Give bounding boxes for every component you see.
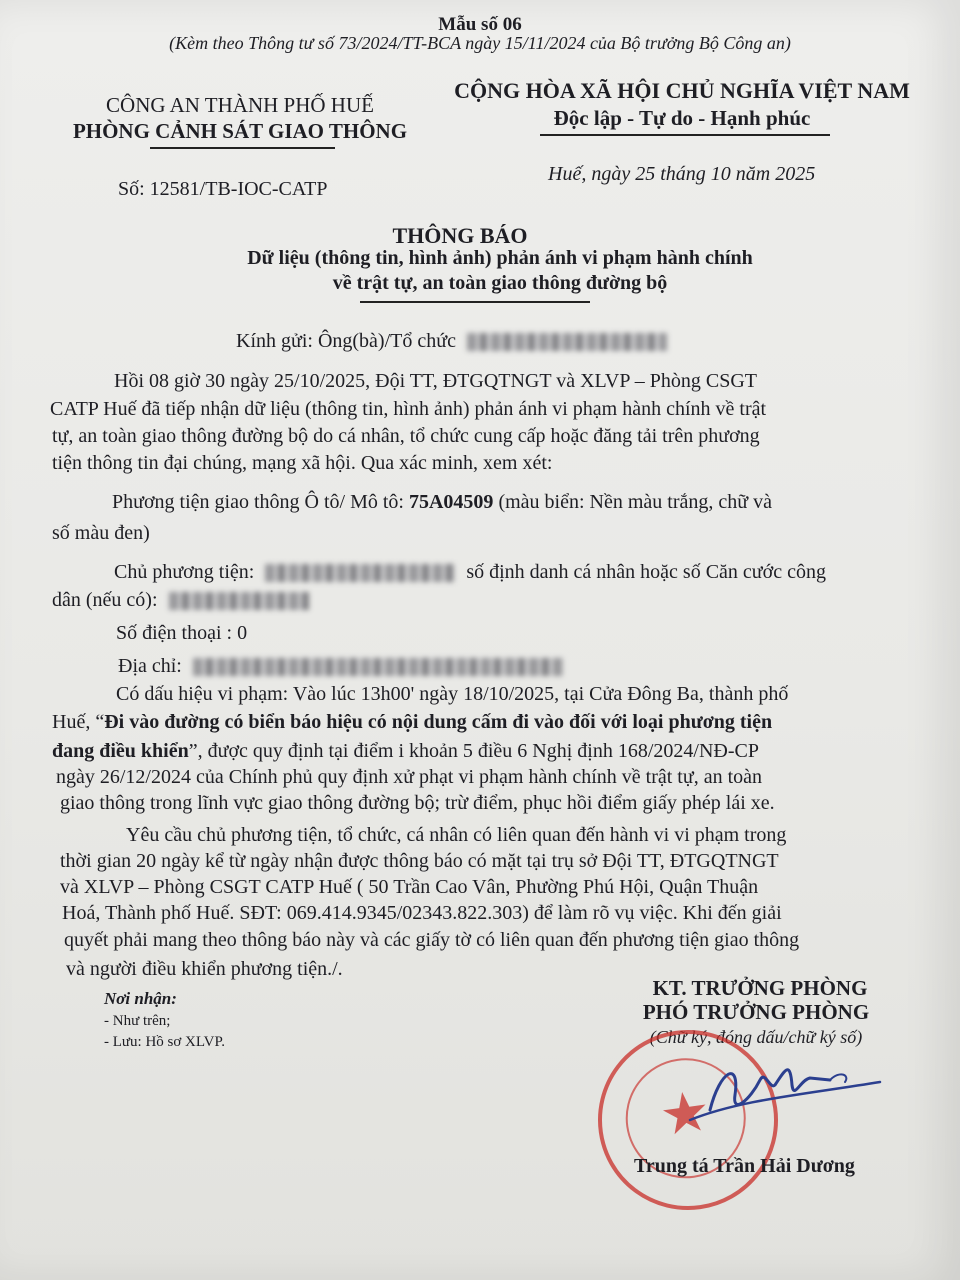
redacted-id-number bbox=[169, 592, 309, 610]
plate-color-note: (màu biển: Nền màu trắng, chữ và bbox=[498, 491, 772, 513]
request-line-2: thời gian 20 ngày kể từ ngày nhận được thông báo có mặt tại trụ sở Đội TT, ĐTGQTNGT bbox=[60, 850, 779, 872]
request-line-4: Hoá, Thành phố Huế. SĐT: 069.414.9345/02343.822.303) để làm rõ vụ việc. Khi đến giải bbox=[62, 902, 782, 924]
violation-description: Đi vào đường có biển báo hiệu có nội dung cấm đi vào đối với loại phương tiện bbox=[104, 711, 773, 733]
request-line-3: và XLVP – Phòng CSGT CATP Huế ( 50 Trần Cao Vân, Phường Phú Hội, Quận Thuận bbox=[60, 876, 759, 898]
p1-line-4: tiện thông tin đại chúng, mạng xã hội. Qua xác minh, xem xét: bbox=[52, 452, 553, 474]
vehicle-label: Phương tiện giao thông Ô tô/ Mô tô: bbox=[112, 491, 404, 513]
phone-line: Số điện thoại : 0 bbox=[116, 622, 248, 644]
owner-id-label-2: dân (nếu có): bbox=[52, 589, 158, 611]
signer-title-1: KT. TRƯỞNG PHÒNG bbox=[652, 976, 868, 1000]
violation-line-2 bbox=[52, 711, 772, 734]
p1-line-3: tự, an toàn giao thông đường bộ do cá nhân, tổ chức cung cấp hoặc đăng tải trên phương bbox=[52, 425, 760, 447]
title-underline bbox=[360, 301, 590, 303]
license-plate: 75A04509 bbox=[408, 491, 494, 513]
handwritten-signature bbox=[680, 1040, 900, 1140]
signer-name: Trung tá Trần Hải Dương bbox=[634, 1155, 855, 1177]
document-number: Số: 12581/TB-IOC-CATP bbox=[118, 178, 328, 200]
owner-id-label: số định danh cá nhân hoặc số Căn cước công bbox=[466, 561, 826, 583]
redacted-address bbox=[193, 658, 563, 676]
legal-basis: ”, được quy định tại điểm i khoản 5 điều 6 Nghị định 168/2024/NĐ-CP bbox=[188, 740, 759, 762]
agency-parent: CÔNG AN THÀNH PHỐ HUẾ bbox=[106, 93, 374, 117]
greeting bbox=[236, 330, 667, 353]
request-line-6: và người điều khiển phương tiện./. bbox=[66, 958, 343, 980]
notice-subtitle-1: Dữ liệu (thông tin, hình ảnh) phản ánh vi phạm hành chính bbox=[247, 247, 753, 269]
stamp-star-icon: ★ bbox=[656, 1080, 715, 1149]
owner-id-line bbox=[52, 589, 309, 612]
request-line-1: Yêu cầu chủ phương tiện, tổ chức, cá nhân có liên quan đến hành vi vi phạm trong bbox=[126, 824, 787, 846]
request-line-5: quyết phải mang theo thông báo này và các giấy tờ có liên quan đến phương tiện giao thông bbox=[64, 929, 800, 951]
place-date: Huế, ngày 25 tháng 10 năm 2025 bbox=[548, 163, 816, 185]
address-label: Địa chỉ: bbox=[118, 655, 182, 677]
address-line bbox=[118, 655, 563, 678]
agency-name: PHÒNG CẢNH SÁT GIAO THÔNG bbox=[72, 119, 408, 143]
signature-note: (Chữ ký, đóng dấu/chữ ký số) bbox=[649, 1027, 863, 1047]
violation-line-3 bbox=[52, 740, 759, 763]
greeting-label: Kính gửi: Ông(bà)/Tổ chức bbox=[236, 330, 456, 352]
form-attachment-note: (Kèm theo Thông tư số 73/2024/TT-BCA ngày 15/11/2024 của Bộ trưởng Bộ Công an) bbox=[169, 33, 791, 53]
notice-title: THÔNG BÁO bbox=[392, 223, 528, 248]
nation-title: CỘNG HÒA XÃ HỘI CHỦ NGHĨA VIỆT NAM bbox=[454, 78, 910, 103]
motto-underline bbox=[540, 134, 830, 136]
redacted-recipient bbox=[467, 333, 667, 351]
p1-line-1: Hồi 08 giờ 30 ngày 25/10/2025, Đội TT, ĐTGQTNGT và XLVP – Phòng CSGT bbox=[114, 370, 757, 392]
owner-label: Chủ phương tiện: bbox=[114, 561, 255, 583]
nation-motto: Độc lập - Tự do - Hạnh phúc bbox=[553, 106, 811, 130]
recipients-heading: Nơi nhận: bbox=[104, 989, 177, 1008]
agency-underline bbox=[150, 147, 335, 149]
violation-description-end: đang điều khiển bbox=[52, 740, 189, 762]
violation-line-5: giao thông trong lĩnh vực giao thông đường bộ; trừ điểm, phục hồi điểm giấy phép lái xe. bbox=[60, 792, 775, 814]
owner-line bbox=[114, 561, 826, 584]
form-number: Mẫu số 06 bbox=[438, 14, 522, 35]
recipient-item-1: - Như trên; bbox=[104, 1013, 171, 1029]
redacted-owner-name bbox=[265, 564, 455, 582]
vehicle-line bbox=[112, 491, 772, 514]
signer-title-2: PHÓ TRƯỞNG PHÒNG bbox=[642, 1000, 870, 1024]
recipient-item-2: - Lưu: Hồ sơ XLVP. bbox=[104, 1034, 225, 1050]
vehicle-line-2: số màu đen) bbox=[52, 522, 150, 544]
notice-subtitle-2: về trật tự, an toàn giao thông đường bộ bbox=[332, 272, 668, 294]
p1-line-2: CATP Huế đã tiếp nhận dữ liệu (thông tin, hình ảnh) phản ánh vi phạm hành chính về trật bbox=[50, 398, 767, 420]
violation-place: Huế, “ bbox=[52, 711, 105, 733]
violation-line-1: Có dấu hiệu vi phạm: Vào lúc 13h00' ngày 18/10/2025, tại Cửa Đông Ba, thành phố bbox=[116, 683, 789, 705]
violation-line-4: ngày 26/12/2024 của Chính phủ quy định xử phạt vi phạm hành chính về trật tự, an toàn bbox=[56, 766, 763, 788]
